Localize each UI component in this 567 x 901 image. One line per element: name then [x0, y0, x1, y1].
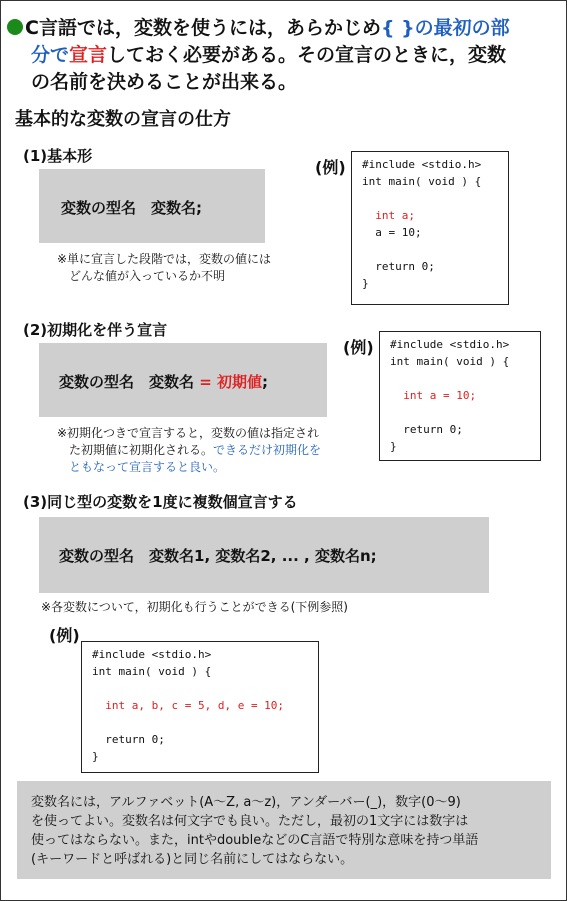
- s1-code-box: [351, 151, 509, 305]
- naming-rules-line2: を使ってよい。変数名は何文字でも良い。ただし，最初の1文字には数字は: [31, 814, 469, 829]
- s2-note-advice: できるだけ初期化を: [213, 443, 322, 457]
- code-line: [362, 190, 498, 207]
- intro-highlight-cont: 分で: [31, 44, 70, 66]
- s1-syntax: 変数の型名 変数名;: [61, 199, 202, 217]
- s3-syntax-box: [39, 517, 489, 593]
- code-line: return 0;: [390, 423, 463, 436]
- s1-example-label: (例): [315, 158, 346, 177]
- s1-note: [57, 251, 271, 285]
- s3-code-box: [81, 641, 319, 773]
- section-title: 基本的な変数の宣言の仕方: [15, 109, 231, 130]
- s2-note-advice-cont: ともなって宣言すると良い。: [69, 460, 226, 474]
- s3-heading: (3)同じ型の変数を1度に複数個宣言する: [23, 493, 298, 511]
- s2-syntax-box: [39, 343, 327, 417]
- s3-syntax: 変数の型名 変数名1, 変数名2, ... , 変数名n;: [59, 547, 377, 565]
- code-line: }: [362, 277, 369, 290]
- naming-rules-line1: 変数名には，アルファベット(A〜Z, a〜z)，アンダーバー(_)，数字(0〜9): [31, 795, 461, 810]
- s2-syntax-initial-value: = 初期値: [199, 373, 263, 391]
- s2-note-line1: ※初期化つきで宣言すると，変数の値は指定され: [57, 426, 320, 440]
- code-line-highlight: int a = 10;: [390, 389, 477, 402]
- s3-example-label: (例): [49, 626, 80, 645]
- code-line: int main( void ) {: [390, 355, 510, 368]
- code-line: #include <stdio.h>: [362, 158, 482, 171]
- code-line: return 0;: [362, 260, 435, 273]
- s2-syntax-end: ;: [262, 373, 269, 391]
- s1-note-line2: どんな値が入っているか不明: [69, 269, 226, 283]
- s2-note-line2: た初期値に初期化される。: [69, 443, 214, 457]
- intro-text-end: の名前を決めることが出来る。: [31, 71, 298, 93]
- intro-text-cont: しておく必要がある。その宣言のときに，変数: [107, 44, 507, 66]
- code-line-highlight: int a, b, c = 5, d, e = 10;: [92, 699, 285, 712]
- code-line: [92, 714, 308, 731]
- s2-syntax-text: 変数の型名 変数名: [59, 373, 200, 391]
- intro-braces: { }: [380, 17, 415, 39]
- code-line: [362, 241, 498, 258]
- s2-syntax: [59, 371, 268, 392]
- code-line: return 0;: [92, 733, 165, 746]
- code-line: #include <stdio.h>: [390, 338, 510, 351]
- green-bullet-icon: [7, 19, 23, 35]
- code-line: [92, 680, 308, 697]
- s2-code-box: [379, 331, 541, 461]
- code-line: int main( void ) {: [92, 665, 212, 678]
- intro-highlight: の最初の部: [414, 17, 510, 39]
- s3-note: ※各変数について，初期化も行うことができる(下例参照): [41, 600, 348, 614]
- code-line: }: [390, 440, 397, 453]
- s2-example-label: (例): [343, 338, 374, 357]
- code-line-highlight: int a;: [362, 209, 415, 222]
- code-line: int main( void ) {: [362, 175, 482, 188]
- code-line: a = 10;: [362, 226, 422, 239]
- s1-syntax-box: [39, 169, 265, 243]
- s2-note: [57, 425, 321, 476]
- intro-text: C言語では，変数を使うには，あらかじめ: [25, 17, 381, 39]
- intro-paragraph: [7, 15, 557, 96]
- s1-note-line1: ※単に宣言した段階では，変数の値には: [57, 252, 272, 266]
- intro-keyword-declaration: 宣言: [69, 44, 108, 66]
- s2-heading: (2)初期化を伴う宣言: [23, 321, 168, 339]
- naming-rules-line3: 使ってはならない。また，intやdoubleなどのC言語で特別な意味を持つ単語: [31, 833, 479, 848]
- code-line: #include <stdio.h>: [92, 648, 212, 661]
- code-line: }: [92, 750, 99, 763]
- naming-rules-line4: (キーワードと呼ばれる)と同じ名前にしてはならない。: [31, 852, 354, 867]
- code-line: [390, 370, 530, 387]
- naming-rules-box: [17, 781, 551, 879]
- code-line: [390, 404, 530, 421]
- s1-heading: (1)基本形: [23, 147, 93, 165]
